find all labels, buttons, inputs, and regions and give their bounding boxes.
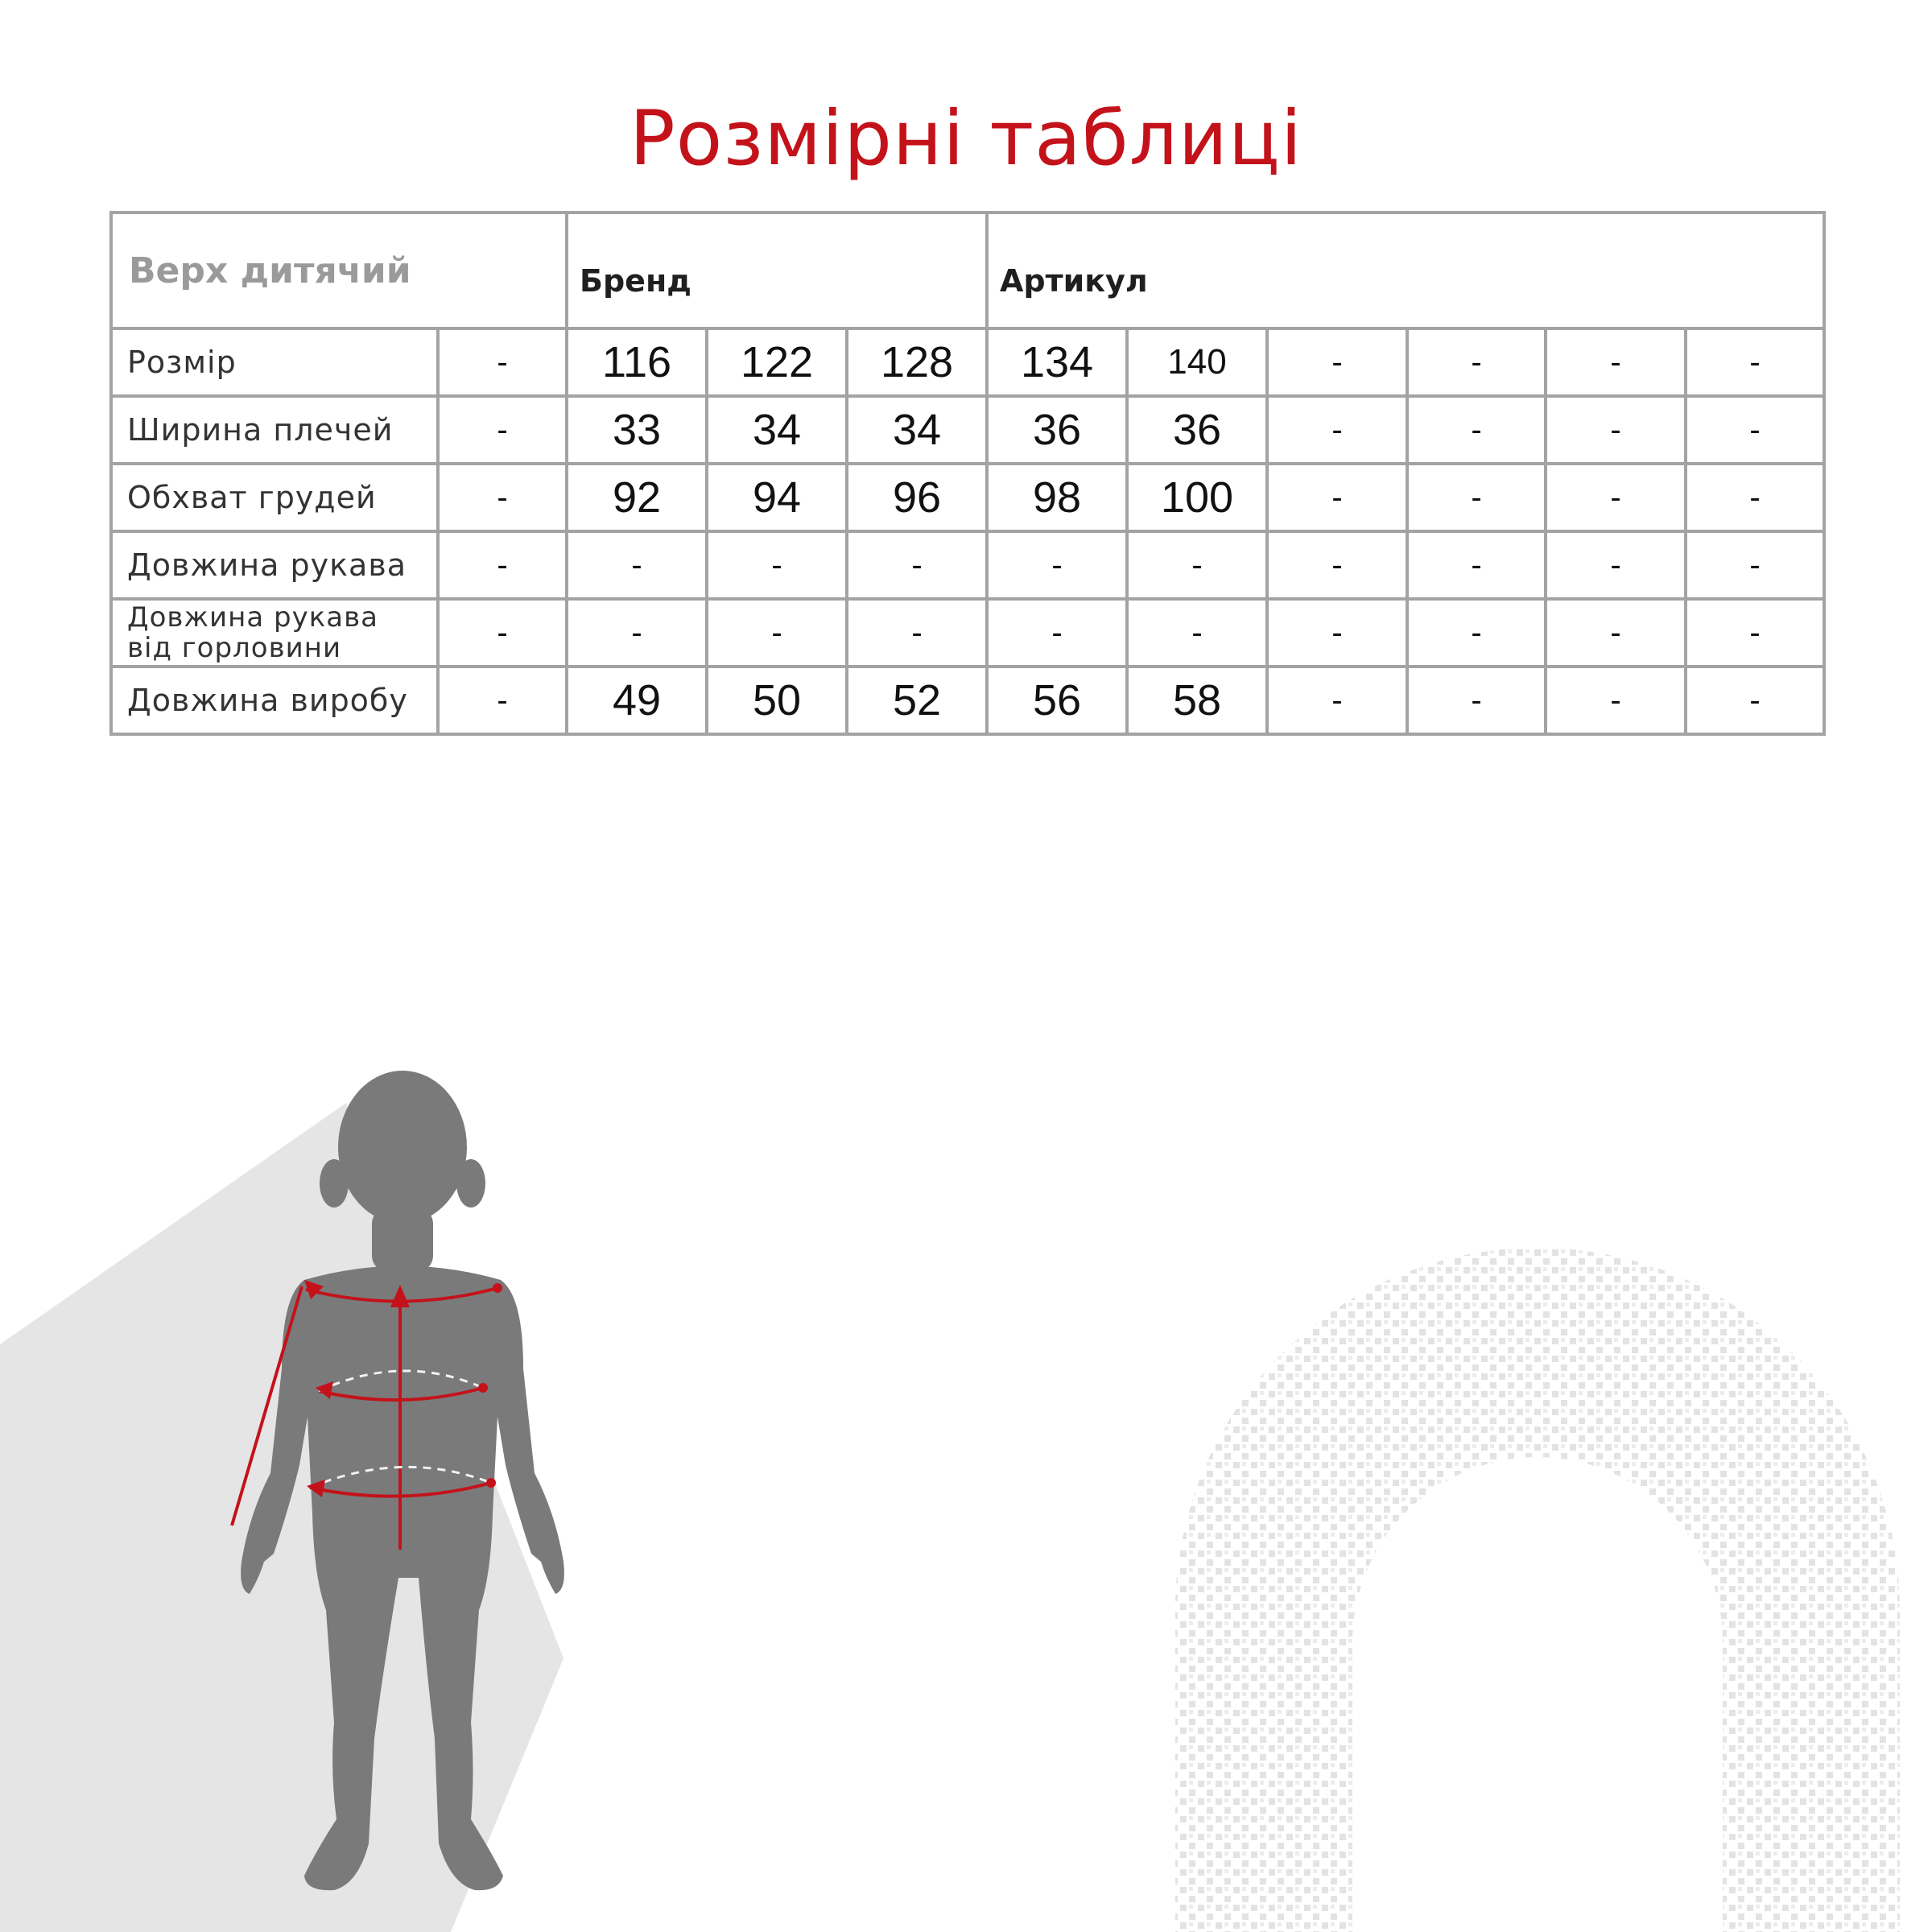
table-cell: - [707,531,847,599]
table-cell: - [987,531,1127,599]
table-cell: - [1407,531,1546,599]
table-cell: - [1546,531,1686,599]
table-cell: - [1546,667,1686,734]
table-cell: 33 [567,396,707,464]
page-title: Розмірні таблиці [630,95,1302,183]
row-label: Обхват грудей [111,464,438,531]
table-cell: - [1267,464,1407,531]
table-cell: 36 [987,396,1127,464]
table-cell: - [1686,667,1824,734]
row-label-line2: від горловини [127,632,342,664]
table-cell: - [1546,396,1686,464]
table-cell: - [438,599,567,667]
table-cell: - [1686,328,1824,396]
table-cell: - [1546,328,1686,396]
table-row-sleeve-from-neck [111,599,1824,667]
table-row-length [111,667,1824,734]
row-label: Ширина плечей [111,396,438,464]
table-cell: 96 [847,464,987,531]
article-label: Артикул [987,213,1824,328]
table-cell: - [1686,396,1824,464]
table-header-row [111,213,1824,328]
table-cell: 116 [567,328,707,396]
table-cell: 134 [987,328,1127,396]
table-cell: - [1686,464,1824,531]
row-label: Довжина виробу [111,667,438,734]
table-cell: 92 [567,464,707,531]
row-label: Довжина рукава [111,531,438,599]
table-cell: - [438,396,567,464]
table-cell: - [438,328,567,396]
table-cell: - [567,599,707,667]
table-cell: - [1267,328,1407,396]
table-cell: - [1407,667,1546,734]
category-label: Верх дитячий [111,213,567,328]
table-cell: - [438,667,567,734]
table-cell: - [847,531,987,599]
table-cell: 140 [1127,328,1267,396]
table-cell: - [707,599,847,667]
table-cell: - [1127,531,1267,599]
table-cell: - [1546,464,1686,531]
row-label [111,599,438,667]
row-label-line1: Довжина рукава [127,601,378,634]
table-cell: 34 [707,396,847,464]
table-cell: - [987,599,1127,667]
table-cell: - [1267,667,1407,734]
brand-label: Бренд [567,213,987,328]
table-cell: - [1267,396,1407,464]
table-cell: 34 [847,396,987,464]
table-cell: - [1407,464,1546,531]
table-cell: - [1546,599,1686,667]
table-cell: 52 [847,667,987,734]
table-cell: - [1127,599,1267,667]
table-cell: - [1407,328,1546,396]
table-cell: - [1407,396,1546,464]
table-cell: 50 [707,667,847,734]
table-row-sleeve [111,531,1824,599]
table-cell: - [438,464,567,531]
size-table [109,211,1826,736]
table-cell: - [567,531,707,599]
table-cell: - [1686,531,1824,599]
table-cell: 36 [1127,396,1267,464]
table-cell: 49 [567,667,707,734]
table-cell: 122 [707,328,847,396]
table-cell: - [1686,599,1824,667]
table-cell: - [847,599,987,667]
table-cell: - [1267,531,1407,599]
table-cell: - [1267,599,1407,667]
table-row-chest [111,464,1824,531]
table-cell: 98 [987,464,1127,531]
row-label: Розмір [111,328,438,396]
table-cell: 94 [707,464,847,531]
table-cell: 128 [847,328,987,396]
table-cell: - [1407,599,1546,667]
child-silhouette-icon [0,1046,612,1932]
embroidery-ornament-icon [1143,1159,1932,1932]
table-row-size [111,328,1824,396]
table-cell: 56 [987,667,1127,734]
table-cell: 100 [1127,464,1267,531]
table-cell: 58 [1127,667,1267,734]
table-cell: - [438,531,567,599]
table-row-shoulder-width [111,396,1824,464]
